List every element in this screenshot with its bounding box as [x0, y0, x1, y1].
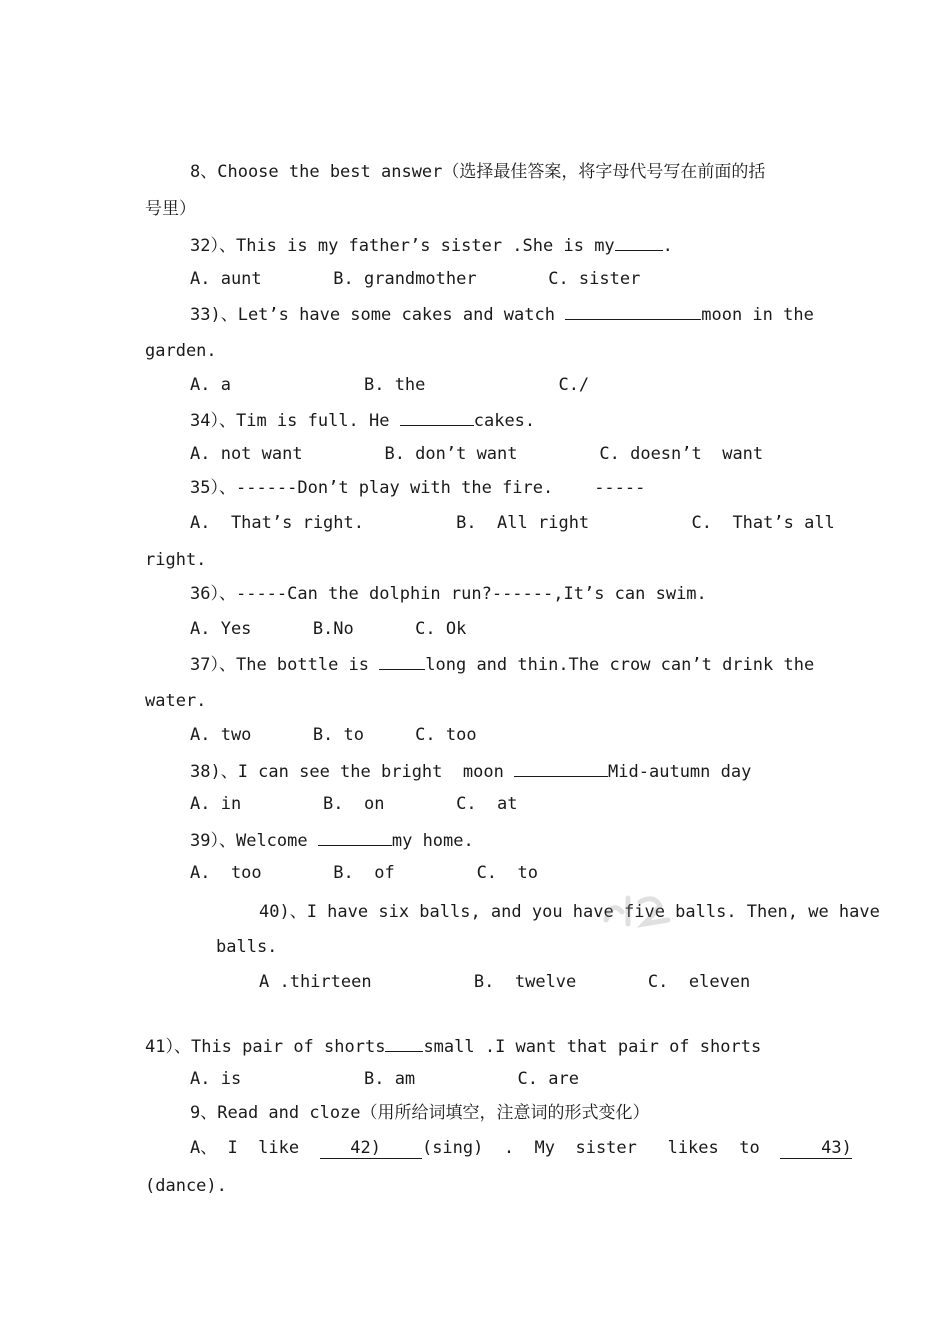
question-33-stem: 33)、Let’s have some cakes and watch	[190, 305, 566, 325]
answer-blank	[318, 829, 392, 846]
question-41-options: A. is B. am C. are	[190, 1069, 579, 1089]
answer-blank	[385, 1035, 423, 1052]
blank-43: 43)	[780, 1138, 852, 1158]
cloze-a-text: A、 I like	[190, 1138, 320, 1158]
answer-blank	[379, 653, 425, 670]
question-41-stem-end: small .I want that pair of shorts	[423, 1037, 762, 1057]
question-35-options-cont: right.	[145, 550, 207, 570]
question-36: 36）、-----Can the dolphin run?------,It’s can swim.	[190, 584, 707, 604]
question-37	[190, 653, 814, 675]
section-9-title: 9、Read and cloze（用所给词填空，注意词的形式变化）	[190, 1103, 650, 1123]
blank-42: 42)	[319, 1138, 422, 1158]
question-34-stem: 34）、Tim is full. He	[190, 411, 400, 431]
question-34	[190, 409, 535, 431]
cloze-line-a	[190, 1138, 852, 1158]
question-33-stem-end: moon in the	[701, 305, 814, 325]
question-34-options: A. not want B. don’t want C. doesn’t want	[190, 444, 764, 464]
section-8-title-cont: 号里）	[145, 199, 196, 219]
question-33	[190, 303, 814, 325]
question-38-stem: 38)、I can see the bright moon	[190, 762, 515, 782]
cloze-a-text-2: (sing) . My sister likes to	[421, 1138, 781, 1158]
question-32-stem: 32）、This is my father’s sister .She is my	[190, 236, 615, 256]
question-39-options: A. too B. of C. to	[190, 863, 538, 883]
question-37-options: A. two B. to C. too	[190, 725, 477, 745]
question-39	[190, 829, 474, 851]
question-41	[145, 1035, 761, 1057]
question-38-stem-end: Mid-autumn day	[608, 762, 752, 782]
question-35: 35）、------Don’t play with the fire. -----	[190, 478, 646, 498]
question-39-stem-end: my home.	[391, 831, 474, 851]
question-33-cont: garden.	[145, 341, 217, 361]
question-32-stem-end: .	[662, 236, 673, 256]
section-8-title: 8、Choose the best answer（选择最佳答案，将字母代号写在前面的括	[190, 162, 766, 182]
question-33-options: A. a B. the C./	[190, 375, 590, 395]
question-39-stem: 39）、Welcome	[190, 831, 318, 851]
answer-blank	[514, 760, 608, 777]
question-34-stem-end: cakes.	[473, 411, 536, 431]
question-37-stem-end: long and thin.The crow can’t drink the	[425, 655, 815, 675]
question-37-stem: 37）、The bottle is	[190, 655, 380, 675]
cloze-line-a-cont: (dance).	[145, 1176, 227, 1196]
question-40: 40)、I have six balls, and you have five balls. Then, we have	[259, 902, 880, 922]
question-40-cont: balls.	[216, 937, 278, 957]
question-38-options: A. in B. on C. at	[190, 794, 518, 814]
question-40-options: A .thirteen B. twelve C. eleven	[259, 972, 751, 992]
question-38	[190, 760, 751, 782]
question-35-options: A. That’s right. B. All right C. That’s all	[190, 513, 835, 533]
question-32	[190, 234, 673, 256]
answer-blank	[615, 234, 663, 251]
watermark-mark	[598, 890, 678, 930]
question-41-stem: 41）、This pair of shorts	[145, 1037, 386, 1057]
answer-blank	[565, 303, 701, 320]
question-37-cont: water.	[145, 691, 207, 711]
question-32-options: A. aunt B. grandmother C. sister	[190, 269, 641, 289]
question-36-options: A. Yes B.No C. Ok	[190, 619, 467, 639]
answer-blank	[400, 409, 474, 426]
